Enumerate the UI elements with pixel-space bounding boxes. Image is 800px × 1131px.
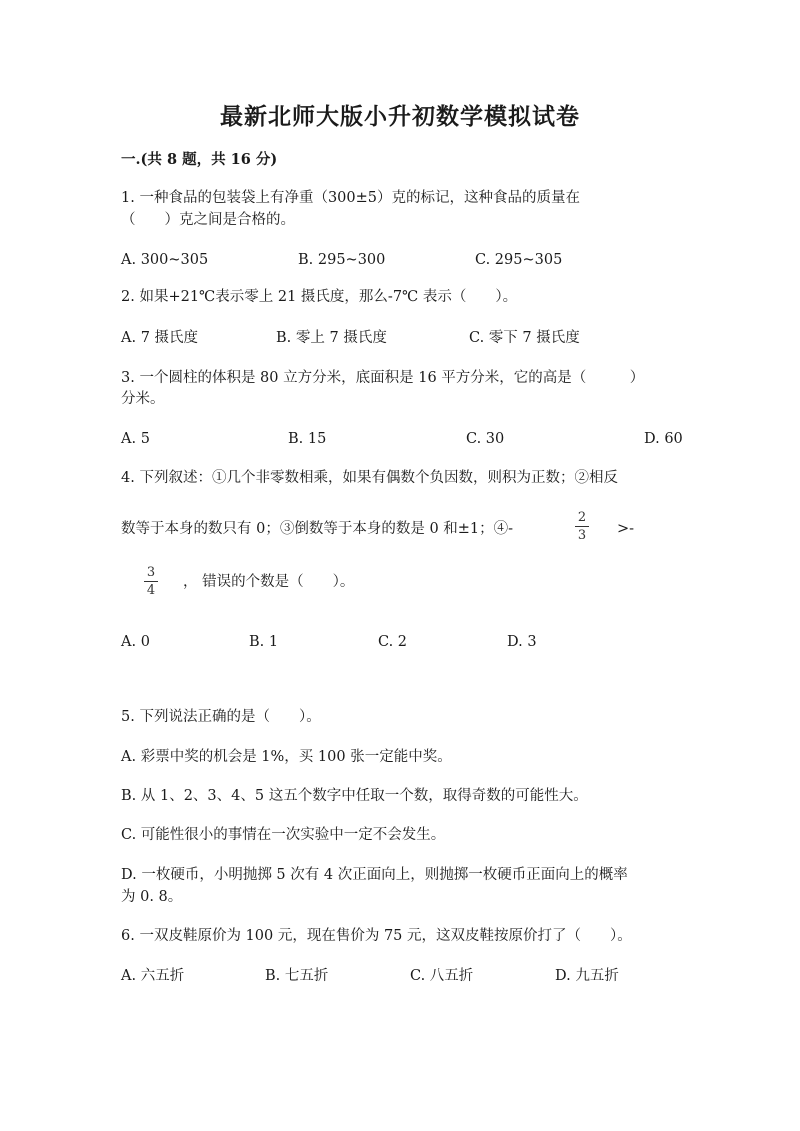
question-3-option-a: A. 5 <box>121 431 150 447</box>
question-3-text-cont: 分米。 <box>121 391 165 407</box>
question-4-text: 4. 下列叙述：①几个非零数相乘，如果有偶数个负因数，则积为正数；②相反 <box>121 470 618 486</box>
question-1-option-a: A. 300~305 <box>121 252 209 268</box>
question-4-option-b: B. 1 <box>249 634 279 650</box>
question-6-option-a: A. 六五折 <box>121 968 185 984</box>
question-5-text: 5. 下列说法正确的是（ ）。 <box>121 709 321 725</box>
question-4-option-a: A. 0 <box>121 634 150 650</box>
question-5-option-d: D. 一枚硬币，小明抛掷 5 次有 4 次正面向上，则抛掷一枚硬币正面向上的概率 <box>121 867 628 883</box>
question-3-option-c: C. 30 <box>466 431 505 447</box>
question-3-text: 3. 一个圆柱的体积是 80 立方分米，底面积是 16 平方分米，它的高是（ ） <box>121 370 645 386</box>
question-2-option-c: C. 零下 7 摄氏度 <box>469 330 580 346</box>
section-heading: 一.(共 8 题，共 16 分) <box>121 151 278 168</box>
fraction-bar <box>575 526 589 527</box>
fraction-two-thirds <box>575 510 589 543</box>
fraction-denominator: 4 <box>146 583 156 598</box>
question-1-text: 1. 一种食品的包装袋上有净重（300±5）克的标记，这种食品的质量在 <box>121 190 580 206</box>
question-3-option-d: D. 60 <box>644 431 683 447</box>
question-1-option-b: B. 295~300 <box>298 252 386 268</box>
question-1-option-c: C. 295~305 <box>475 252 563 268</box>
question-6-option-c: C. 八五折 <box>410 968 474 984</box>
question-6-option-d: D. 九五折 <box>555 968 619 984</box>
question-6-option-b: B. 七五折 <box>265 968 329 984</box>
fraction-three-fourths <box>144 565 158 598</box>
question-5-option-b: B. 从 1、2、3、4、5 这五个数字中任取一个数，取得奇数的可能性大。 <box>121 788 588 804</box>
question-3-option-b: B. 15 <box>288 431 327 447</box>
fraction-bar <box>144 581 158 582</box>
question-4-text-cont: 数等于本身的数只有 0；③倒数等于本身的数是 0 和±1；④- <box>121 521 514 537</box>
fraction-denominator: 3 <box>577 528 587 543</box>
question-5-option-c: C. 可能性很小的事情在一次实验中一定不会发生。 <box>121 827 446 843</box>
question-2-text: 2. 如果+21℃表示零上 21 摄氏度，那么-7℃ 表示（ ）。 <box>121 289 518 305</box>
question-2-option-b: B. 零上 7 摄氏度 <box>276 330 387 346</box>
question-6-text: 6. 一双皮鞋原价为 100 元，现在售价为 75 元，这双皮鞋按原价打了（ ）。 <box>121 928 632 944</box>
fraction-numerator: 2 <box>577 510 587 525</box>
question-2-option-a: A. 7 摄氏度 <box>121 330 199 346</box>
page-title: 最新北师大版小升初数学模拟试卷 <box>220 103 580 130</box>
question-4-text-end: ， 错误的个数是（ ）。 <box>183 574 355 590</box>
question-5-option-a: A. 彩票中奖的机会是 1%，买 100 张一定能中奖。 <box>121 749 452 765</box>
fraction-numerator: 3 <box>146 565 156 580</box>
question-4-option-d: D. 3 <box>507 634 537 650</box>
question-4-option-c: C. 2 <box>378 634 408 650</box>
question-5-option-d-cont: 为 0. 8。 <box>121 889 183 905</box>
question-1-text-cont: （ ）克之间是合格的。 <box>121 212 295 228</box>
greater-than-sign: >- <box>617 521 635 537</box>
